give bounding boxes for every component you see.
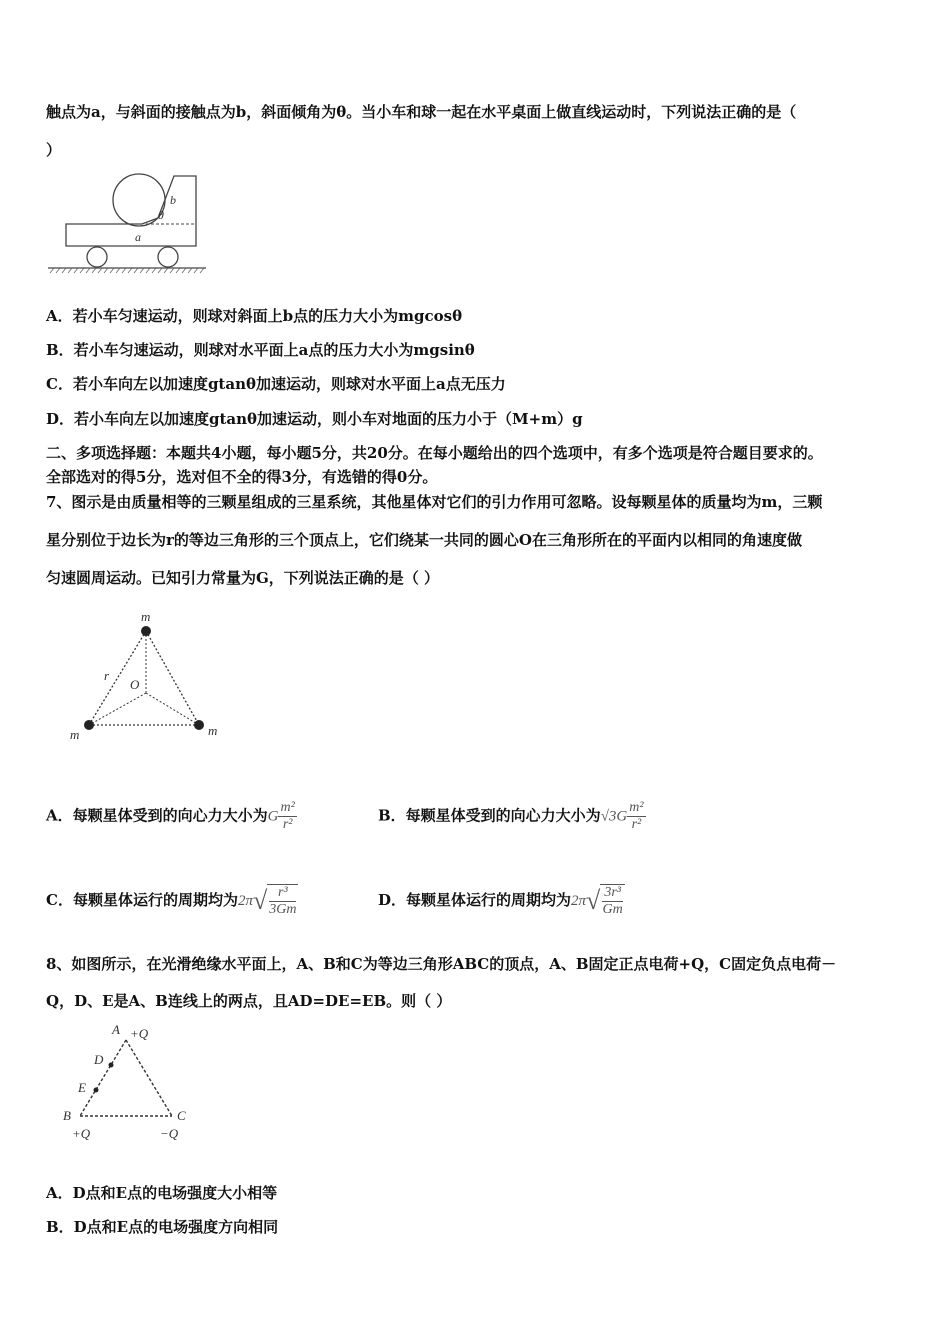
label-plusQ-A: +Q [130, 1026, 149, 1041]
label-E: E [78, 1080, 86, 1095]
q7-option-d-text: D．每颗星体运行的周期均为 [378, 891, 572, 909]
label-O: O [130, 677, 140, 692]
q7-option-c-den: 3Gm [269, 902, 297, 917]
star-right [194, 720, 204, 730]
q7-option-b [378, 800, 646, 833]
q7-option-d-den: Gm [602, 902, 623, 917]
q7-option-a-num: m² [280, 800, 295, 815]
label-C: C [177, 1108, 186, 1123]
label-r: r [104, 668, 110, 683]
q8-option-a: A．D点和E点的电场强度大小相等 [46, 1184, 278, 1202]
q7-option-d-pre: 2π [571, 893, 587, 909]
q7-option-a-pre: G [267, 808, 279, 825]
label-b: b [170, 193, 176, 207]
section2-line1: 二、多项选择题：本题共4小题，每小题5分，共20分。在每小题给出的四个选项中，有多个选项是符合题目要求的。 [46, 444, 823, 462]
q7-option-a-text: A．每颗星体受到的向心力大小为 [46, 806, 268, 825]
cart-figure [46, 168, 211, 278]
q7-stem-line2: 星分别位于边长为r的等边三角形的三个顶点上，它们绕某一共同的圆心O在三角形所在的平面内以相同的角速度做 [46, 531, 802, 549]
q7-option-c-pre: 2π [237, 893, 253, 909]
label-a: a [135, 230, 141, 244]
q6-stem-line1: 触点为a，与斜面的接触点为b，斜面倾角为θ。当小车和球一起在水平桌面上做直线运动时，下列说法正确的是（ [46, 103, 797, 121]
label-minusQ: −Q [160, 1126, 179, 1141]
q6-option-b: B．若小车匀速运动，则球对水平面上a点的压力大小为mgsinθ [46, 341, 475, 359]
q7-option-b-text: B．每颗星体受到的向心力大小为 [378, 806, 601, 825]
label-D: D [94, 1052, 104, 1067]
q8-option-b: B．D点和E点的电场强度方向相同 [46, 1218, 279, 1236]
label-plusQ-B: +Q [72, 1126, 91, 1141]
point-E [94, 1088, 99, 1093]
q7-stem-line1: 7、图示是由质量相等的三颗星组成的三星系统，其他星体对它们的引力作用可忽略。设每颗星体的质量均为m，三颗 [46, 493, 823, 511]
cart-body [66, 176, 196, 246]
label-m-right: m [208, 723, 218, 738]
point-D [109, 1063, 114, 1068]
label-B: B [63, 1108, 71, 1123]
q7-option-d [378, 884, 625, 918]
label-m-left: m [70, 727, 80, 742]
q7-option-d-num: 3r³ [604, 885, 621, 900]
star-top [141, 626, 151, 636]
q7-option-c-text: C．每颗星体运行的周期均为 [46, 891, 238, 909]
wheel-right [158, 247, 178, 267]
q7-option-c-frac [267, 884, 298, 918]
q7-option-a-frac [278, 800, 296, 833]
wheel-left [87, 247, 107, 267]
q8-stem-line1: 8、如图所示，在光滑绝缘水平面上，A、B和C为等边三角形ABC的顶点，A、B固定正点电荷+Q，C固定负点电荷－ [46, 955, 837, 973]
q8-stem-line2: Q，D、E是A、B连线上的两点，且AD=DE=EB。则（ ） [46, 992, 452, 1010]
q7-option-c [46, 884, 298, 918]
q7-option-c-num: r³ [269, 885, 296, 902]
q6-option-a: A．若小车匀速运动，则球对斜面上b点的压力大小为mgcosθ [46, 307, 463, 325]
q7-option-a [46, 800, 297, 833]
q7-option-b-den: r² [631, 817, 642, 832]
section2-line2: 全部选对的得5分，选对但不全的得3分，有选错的得0分。 [46, 468, 438, 486]
q7-option-b-pre: √3G [600, 808, 628, 825]
q6-option-c: C．若小车向左以加速度gtanθ加速运动，则球对水平面上a点无压力 [46, 375, 506, 393]
label-m-top: m [141, 609, 151, 624]
q7-stem-line3: 匀速圆周运动。已知引力常量为G，下列说法正确的是（ ） [46, 569, 440, 587]
three-star-figure [62, 605, 232, 745]
charge-triangle-figure [60, 1018, 200, 1148]
q7-option-b-frac [627, 800, 645, 833]
ground-hatch [50, 268, 204, 273]
q7-option-d-radical: √ [586, 886, 601, 915]
q6-option-d: D．若小车向左以加速度gtanθ加速运动，则小车对地面的压力小于（M+m）g [46, 410, 583, 428]
q7-option-c-radical: √ [252, 886, 268, 915]
q6-stem-line2: ） [46, 141, 62, 159]
label-theta: θ [158, 208, 164, 222]
label-A: A [112, 1022, 120, 1037]
star-left [84, 720, 94, 730]
q7-option-a-den: r² [282, 817, 293, 832]
q7-option-d-frac [600, 884, 625, 918]
q7-option-b-num: m² [629, 800, 644, 815]
